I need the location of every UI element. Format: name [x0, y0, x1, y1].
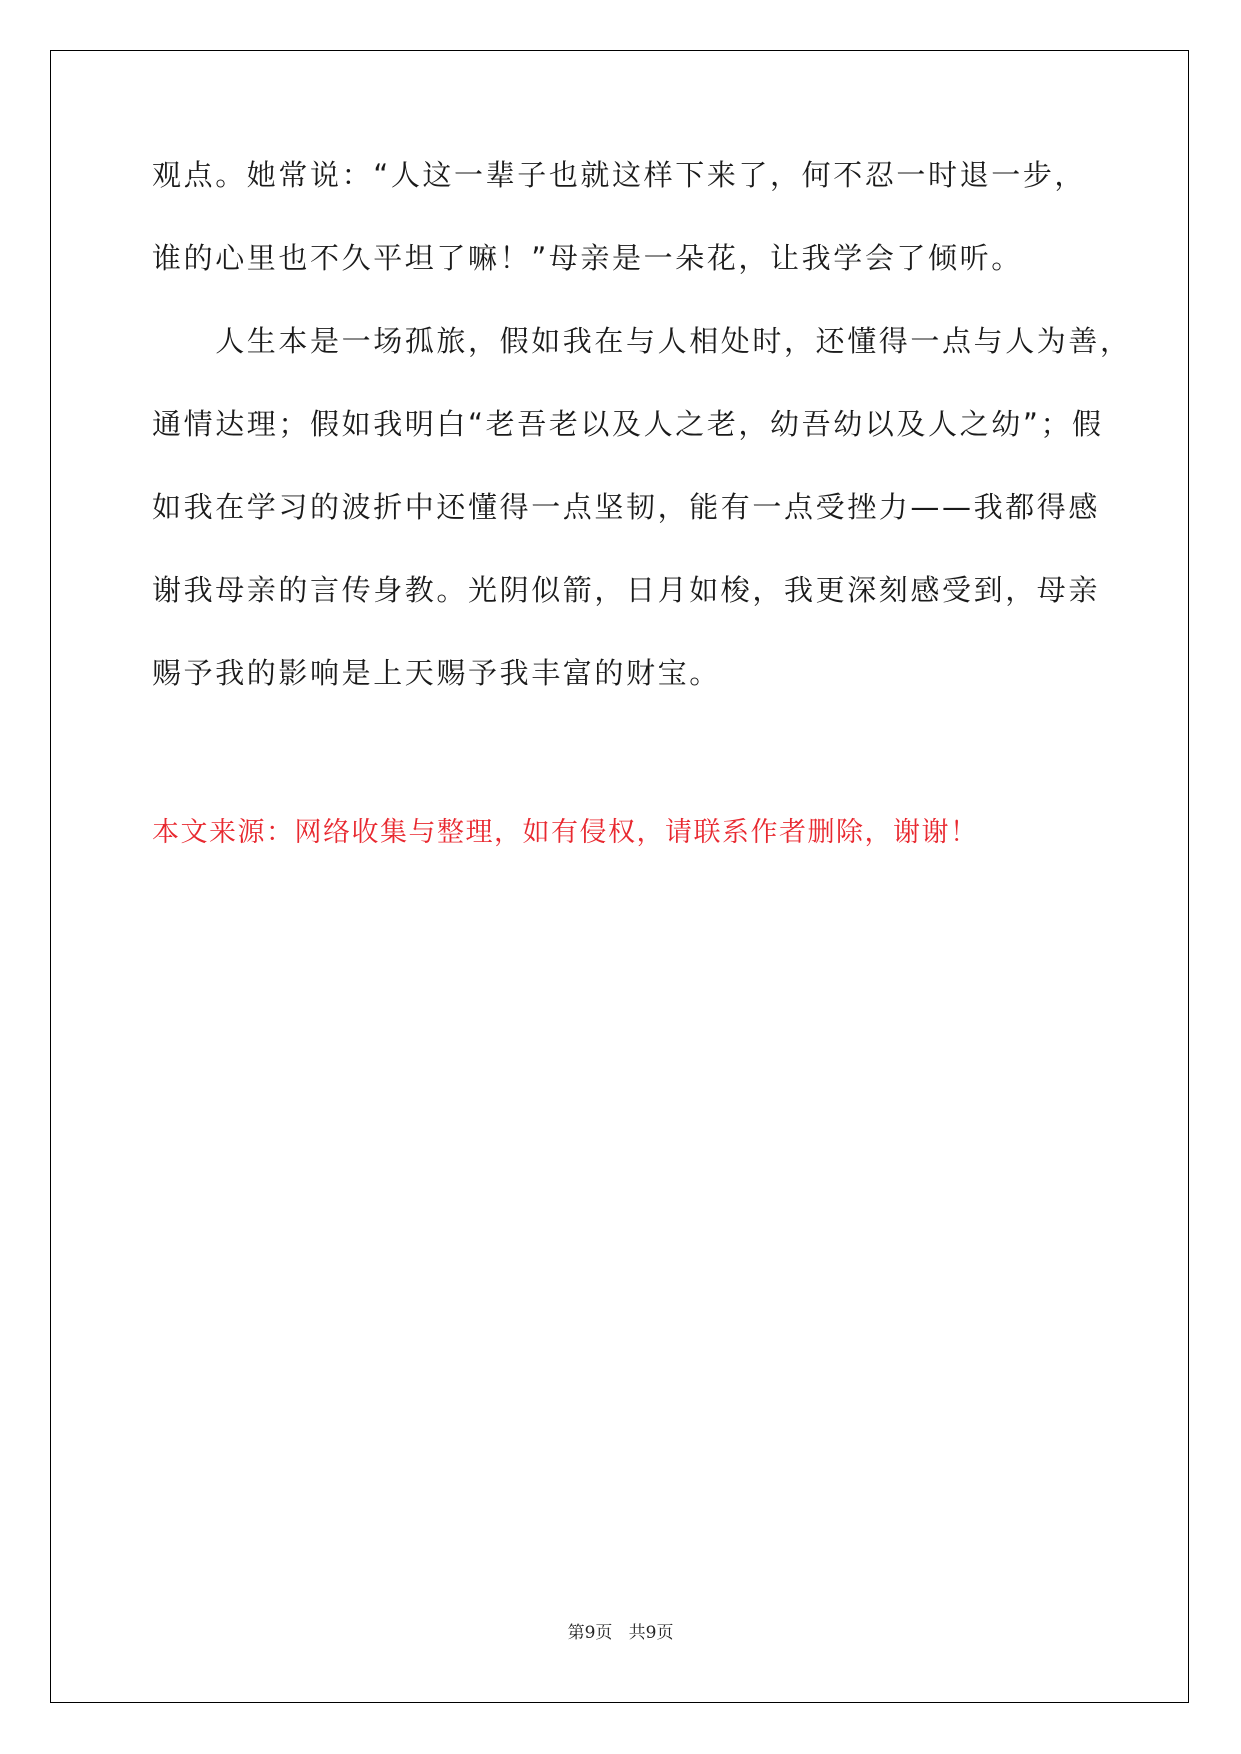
source-note: 本文来源：网络收集与整理，如有侵权，请联系作者删除，谢谢！ [152, 817, 979, 848]
text-line: 赐予我的影响是上天赐予我丰富的财宝。 [152, 656, 721, 690]
total-prefix: 共 [628, 1623, 646, 1643]
text-line: 谁的心里也不久平坦了嘛！”母亲是一朵花，让我学会了倾听。 [152, 241, 1023, 275]
total-suffix: 页 [656, 1623, 674, 1643]
page-footer [0, 1618, 1241, 1643]
text-line: 观点。她常说：“人这一辈子也就这样下来了，何不忍一时退一步， [152, 158, 1087, 192]
footer-gap [612, 1623, 628, 1643]
page-current: 9 [584, 1623, 596, 1643]
page-total: 9 [645, 1623, 657, 1643]
page-suffix: 页 [595, 1623, 613, 1643]
text-line: 通情达理；假如我明白“老吾老以及人之老，幼吾幼以及人之幼”；假 [152, 407, 1104, 441]
text-line: 如我在学习的波折中还懂得一点坚韧，能有一点受挫力——我都得感 [152, 490, 1101, 524]
text-line: 人生本是一场孤旅，假如我在与人相处时，还懂得一点与人为善， [152, 324, 1132, 358]
text-line: 谢我母亲的言传身教。光阴似箭，日月如梭，我更深刻感受到，母亲 [152, 573, 1101, 607]
body-text [152, 158, 1132, 690]
page-prefix: 第 [567, 1623, 585, 1643]
